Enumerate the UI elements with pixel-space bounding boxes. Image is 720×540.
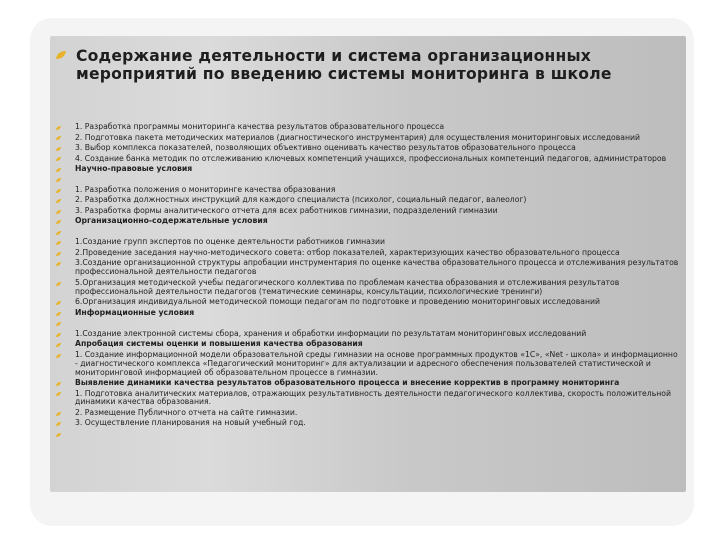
list-item bbox=[56, 144, 682, 153]
leaf-bullet-icon bbox=[56, 312, 61, 316]
list-item bbox=[56, 409, 682, 418]
list-item-text: Научно-правовые условия bbox=[75, 164, 193, 173]
list-item-text: 3. Выбор комплекса показателей, позволяющих объективно оценивать качество результатов образовательного процесса bbox=[75, 143, 576, 152]
leaf-bullet-icon bbox=[56, 322, 61, 326]
list-item-text: 4. Создание банка методик по отслеживанию ключевых компетенций учащихся, профессиональных компетенций педагогов, администраторов bbox=[75, 153, 667, 163]
section-heading bbox=[56, 379, 682, 388]
list-item-text: Информационные условия bbox=[75, 307, 195, 317]
list-item-text: 1. Создание информационной модели образовательной среды гимназии на основе программных продуктов «1С», «Net - школа» и информационно - диагностического комплекса «Педагогический мониторинг» для актуализации и адресного обеспечения пользователей статистической и мониторинговой информацией об образовательном процессе в гимназии. bbox=[75, 349, 678, 377]
list-item bbox=[56, 176, 682, 185]
slide-title: Содержание деятельности и система организационных мероприятий по введению системы мониторинга в школе bbox=[76, 47, 612, 83]
list-item bbox=[56, 186, 682, 195]
leaf-bullet-icon bbox=[56, 126, 61, 130]
leaf-bullet-icon bbox=[56, 422, 61, 426]
list-item bbox=[56, 196, 682, 205]
leaf-bullet-icon bbox=[56, 136, 61, 140]
leaf-bullet-icon bbox=[56, 231, 61, 235]
list-item bbox=[56, 134, 682, 143]
list-item-text: 2. Размещение Публичного отчета на сайте гимназии. bbox=[75, 407, 298, 417]
section-heading bbox=[56, 309, 682, 318]
list-item bbox=[56, 259, 682, 277]
leaf-bullet-icon bbox=[56, 354, 61, 358]
list-item-text: 2. Подготовка пакета методических материалов (диагностического инструментария) для осуществления мониторинговых исследований bbox=[75, 132, 641, 142]
list-item-text: 2. Разработка должностных инструкций для каждого специалиста (психолог, социальный педагог, валеолог) bbox=[75, 195, 527, 205]
leaf-bullet-icon bbox=[56, 147, 61, 151]
list-item-text: 6.Организация индивидуальной методической помощи педагогам по подготовке и проведению мониторинговых исследований bbox=[75, 297, 601, 307]
leaf-bullet-icon bbox=[56, 392, 61, 396]
leaf-bullet-icon bbox=[56, 343, 61, 347]
content-list bbox=[56, 123, 682, 440]
section-heading bbox=[56, 217, 682, 226]
list-item-text: Апробация системы оценки и повышения качества образования bbox=[75, 339, 363, 349]
leaf-bullet-icon bbox=[56, 210, 61, 214]
leaf-bullet-icon bbox=[56, 168, 61, 172]
list-item-text bbox=[75, 319, 682, 328]
slide-title-row bbox=[56, 48, 656, 83]
list-item bbox=[56, 298, 682, 307]
list-item-text: 3. Разработка формы аналитического отчета для всех работников гимназии, подразделений гимназии bbox=[75, 205, 498, 215]
leaf-bullet-icon bbox=[56, 241, 61, 245]
list-item bbox=[56, 279, 682, 297]
leaf-bullet-icon bbox=[56, 220, 61, 224]
list-item bbox=[56, 330, 682, 339]
list-item-text: Выявление динамики качества результатов образовательного процесса и внесение корректив в программу мониторинга bbox=[75, 378, 620, 388]
list-item-text: 1. Подготовка аналитических материалов, отражающих результативность деятельности педагогического коллектива, скорость положительной динамики качества образования. bbox=[75, 388, 671, 407]
list-item-text: 1.Создание групп экспертов по оценке деятельности работников гимназии bbox=[75, 237, 385, 247]
list-item-text: 5.Организация методической учебы педагогического коллектива по проблемам качества образования и отслеживания результатов профессиональной деятельности педагогов (тематические семинары, консультации, психологические тренинги) bbox=[75, 277, 620, 296]
list-item bbox=[56, 319, 682, 328]
list-item bbox=[56, 155, 682, 164]
list-item bbox=[56, 419, 682, 428]
leaf-bullet-icon bbox=[56, 433, 61, 437]
list-item-text: Организационно-содержательные условия bbox=[75, 216, 268, 226]
leaf-bullet-icon bbox=[56, 178, 61, 182]
section-heading bbox=[56, 165, 682, 174]
list-item bbox=[56, 238, 682, 247]
list-item-text: 1. Разработка программы мониторинга качества результатов образовательного процесса bbox=[75, 122, 445, 131]
leaf-bullet-icon bbox=[56, 189, 61, 193]
section-heading bbox=[56, 340, 682, 349]
list-item-text bbox=[75, 228, 682, 237]
list-item-text bbox=[75, 430, 682, 439]
list-item-text bbox=[75, 176, 682, 185]
list-item bbox=[56, 123, 682, 132]
list-item bbox=[56, 351, 682, 378]
list-item-text: 3.Создание организационной структуры апробации инструментария по оценке качества образовательного процесса и отслеживания результатов профессиональной деятельности педагогов bbox=[75, 258, 679, 277]
leaf-bullet-icon bbox=[56, 333, 61, 337]
leaf-bullet-icon bbox=[56, 199, 61, 203]
list-item-text: 1.Создание электронной системы сбора, хранения и обработки информации по результатам мониторинговых исследований bbox=[75, 328, 587, 338]
list-item-text: 1. Разработка положения о мониторинге качества образования bbox=[75, 184, 336, 194]
list-item-text: 3. Осуществление планирования на новый учебный год. bbox=[75, 418, 306, 428]
list-item bbox=[56, 249, 682, 258]
leaf-bullet-icon bbox=[56, 252, 61, 256]
list-item bbox=[56, 207, 682, 216]
leaf-bullet-icon bbox=[56, 301, 61, 305]
list-item bbox=[56, 228, 682, 237]
list-item bbox=[56, 390, 682, 408]
list-item-text: 2.Проведение заседания научно-методического совета: отбор показателей, характеризующих качество образовательного процесса bbox=[75, 247, 620, 257]
leaf-bullet-icon bbox=[56, 157, 61, 161]
leaf-bullet-icon bbox=[56, 262, 61, 266]
list-item bbox=[56, 430, 682, 439]
leaf-bullet-icon bbox=[56, 282, 61, 286]
leaf-bullet-icon bbox=[56, 412, 61, 416]
leaf-bullet-icon bbox=[56, 382, 61, 386]
leaf-bullet-icon bbox=[56, 51, 66, 59]
